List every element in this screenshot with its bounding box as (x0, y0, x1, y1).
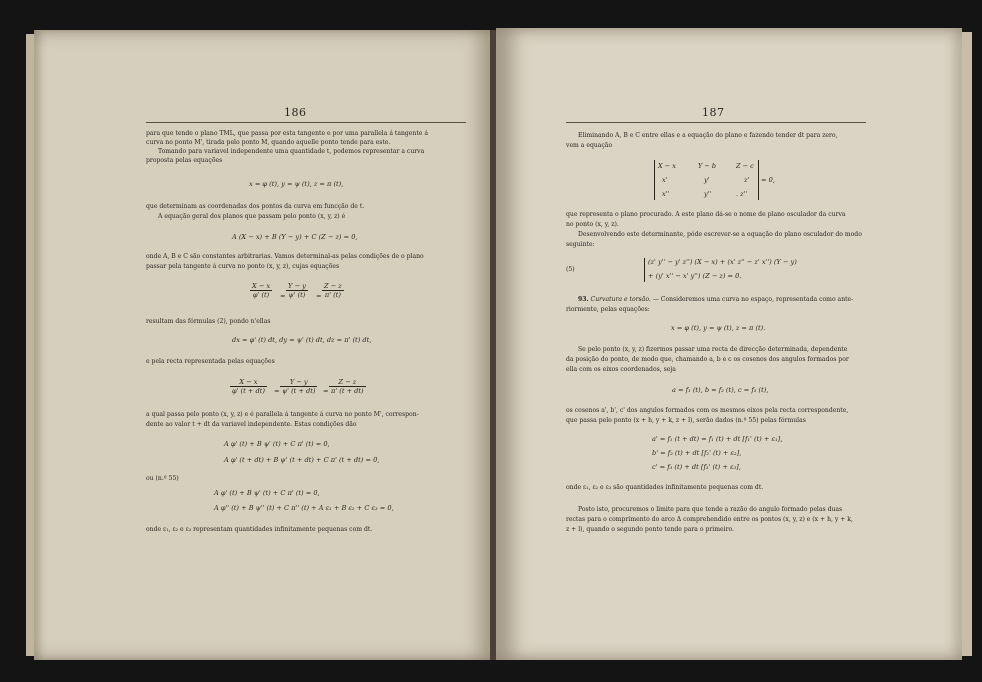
matrix-cell: y'' (704, 190, 712, 198)
equation: dx = φ' (t) dt, dy = ψ' (t) dt, dz = π' (t) dt, (232, 336, 372, 344)
text-line: vem a equação (566, 142, 613, 149)
equation: = 0, (761, 176, 775, 184)
brace (644, 258, 645, 282)
text-line: proposta pelas equações (146, 157, 223, 164)
determinant-bar-left (654, 160, 655, 200)
equation: A φ' (t + dt) + B ψ' (t + dt) + C π' (t + dt) = 0, (224, 456, 380, 464)
matrix-cell: Z − c (736, 162, 754, 170)
equation: a' = f₁ (t + dt) = f₁ (t) + dt [f₁' (t) + ε₁], (652, 435, 783, 443)
fraction: $\frac{Z - z}{\pi' (t + dt)}$ (331, 378, 364, 395)
text-line: e pela recta representada pelas equações (146, 358, 275, 365)
text-line: curva no ponto M', tirada pelo ponto M, quando aquelle ponto tende para este. (146, 139, 391, 146)
fraction: $\frac{X - x}{\varphi' (t)}$ (252, 282, 271, 299)
text-line: Eliminando A, B e C entre ellas e a equação do plano e fazendo tender dt para zero, (578, 132, 838, 139)
equation: A φ' (t) + B ψ' (t) + C π' (t) = 0, (224, 440, 330, 448)
matrix-cell: y' (704, 176, 710, 184)
equals-sign: = (274, 387, 280, 395)
text-line: que representa o plano procurado. A este plano dá-se o nome de plano osculador da curva (566, 211, 846, 218)
equation: c' = f₃ (t) + dt [f₃' (t) + ε₃], (652, 463, 741, 471)
text-line: que passa pelo ponto (x + h, y + k, z + l), serão dados (n.º 55) pelas fórmulas (566, 417, 806, 424)
equation: A φ' (t) + B ψ' (t) + C π' (t) = 0, (214, 489, 320, 497)
equation: A φ'' (t) + B ψ'' (t) + C π'' (t) + A ε₁ + B ε₂ + C ε₃ = 0, (214, 504, 394, 512)
matrix-cell: X − x (658, 162, 676, 170)
matrix-cell: . z'' (736, 190, 748, 198)
section-title: Curvatura e torsão. (590, 296, 651, 303)
text-line: Tomando para variavel independente uma quantidade t, podemos representar a curva (158, 148, 425, 155)
text-line: z + l), quando o segundo ponto tende para o primeiro. (566, 526, 734, 533)
page-number: 187 (702, 106, 725, 119)
equals-sign: = (323, 387, 329, 395)
equals-sign: = (280, 292, 286, 300)
text-line: onde A, B e C são constantes arbitrarias. Vamos determinal-as pelas condições de o plano (146, 253, 424, 260)
text-line: Posto isto, procuremos o limite para que tende a razão do angulo formado pelas duas (578, 506, 843, 513)
equation: (z' y'' − y' z'') (X − x) + (x' z'' − z' x'') (Y − y) (648, 258, 797, 266)
left-page (34, 30, 494, 660)
fraction: $\frac{X - x}{\varphi' (t + dt)}$ (232, 378, 265, 395)
fraction: $\frac{Z - z}{\pi' (t)}$ (324, 282, 342, 299)
text-line: a qual passa pelo ponto (x, y, z) e é parallela á tangente á curva no ponto M', correspon- (146, 411, 419, 418)
fraction: $\frac{Y - y}{\psi' (t + dt)}$ (282, 378, 316, 395)
text-line: dente ao valor t + dt da variavel independente. Estas condições dão (146, 421, 357, 428)
text-line: onde ε₁, ε₂ e ε₃ representam quantidades infinitamente pequenas com dt. (146, 526, 373, 533)
header-rule (146, 122, 466, 123)
right-page (496, 28, 962, 660)
matrix-cell: Y − b (698, 162, 717, 170)
equation-label: (5) (566, 266, 575, 273)
text-fragment: — Consideremos uma curva no espaço, representada como ante- (650, 296, 854, 303)
matrix-cell: z' (744, 176, 750, 184)
fraction: $\frac{Y - y}{\psi' (t)}$ (288, 282, 306, 299)
equals-sign: = (316, 292, 322, 300)
text-line: os cosenos a', b', c' dos angulos formados com os mesmos eixos pela recta correspondente, (566, 407, 849, 414)
equation: + (y' x'' − x' y'') (Z − z) = 0. (648, 272, 742, 280)
header-rule (566, 122, 866, 123)
text-line: resultam das fórmulas (2), pondo n'ellas (146, 318, 271, 325)
text-line: ella com os eixos coordenados, seja (566, 366, 676, 373)
equation: x = φ (t), y = ψ (t), z = π (t), (249, 180, 344, 188)
text-line: passar pela tangente á curva no ponto (x, y, z), cujas equações (146, 263, 340, 270)
page-number: 186 (284, 106, 307, 119)
text-line: para que tende o plano TML, que passa por esta tangente e por uma parallela á tangente á (146, 130, 428, 137)
matrix-cell: x' (662, 176, 668, 184)
equation: a = f₁ (t), b = f₂ (t), c = f₃ (t), (672, 386, 769, 394)
text-line: no ponto (x, y, z). (566, 221, 619, 228)
text-line: que determinam as coordenadas dos pontos da curva em funcção de t. (146, 203, 365, 210)
text-line: A equação geral dos planos que passam pelo ponto (x, y, z) é (158, 213, 346, 220)
text-line: riormente, pelas equações: (566, 306, 650, 313)
section-line (578, 296, 853, 304)
matrix-cell: x'' (662, 190, 670, 198)
text-line: da posição do ponto, de modo que, chamando a, b e c os cosenos dos angulos formados por (566, 356, 849, 363)
text-line: Se pelo ponto (x, y, z) fizermos passar uma recta de direcção determinada, dependente (578, 346, 848, 353)
text-line: seguinte: (566, 241, 595, 248)
equation: A (X − x) + B (Y − y) + C (Z − z) = 0, (232, 233, 358, 241)
text-line: rectas para o comprimento do arco Δ comprehendido entre os pontos (x, y, z) e (x + h, y + k, (566, 516, 853, 523)
text-line: Desenvolvendo este determinante, póde escrever-se a equação do plano osculador do modo (578, 231, 862, 238)
equation: b' = f₂ (t) + dt [f₂' (t) + ε₂], (652, 449, 742, 457)
equation: x = φ (t), y = ψ (t), z = π (t). (671, 324, 766, 332)
section-number: 93. (578, 296, 589, 303)
text-line: ou (n.º 55) (146, 475, 179, 482)
determinant-bar-right (758, 160, 759, 200)
text-line: onde ε₁, ε₂ e ε₃ são quantidades infinitamente pequenas com dt. (566, 484, 764, 491)
